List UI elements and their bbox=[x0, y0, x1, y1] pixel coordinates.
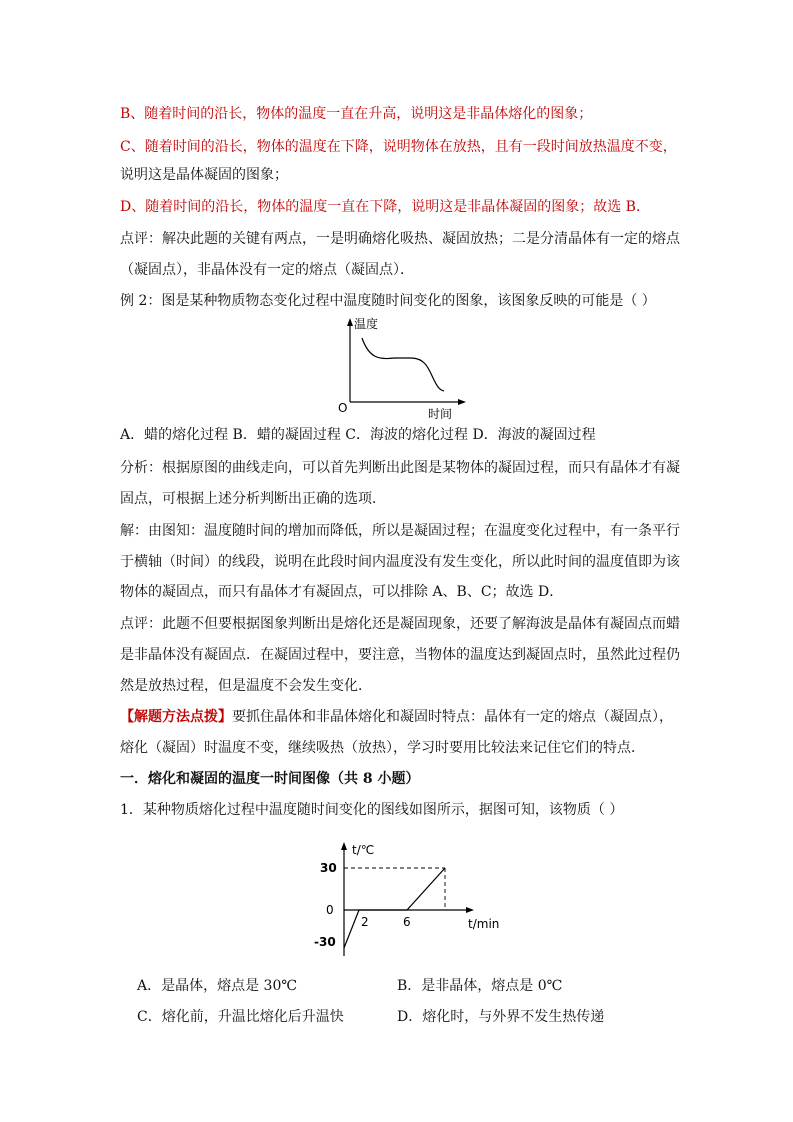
graph1-xlabel: 时间 bbox=[428, 407, 453, 421]
question1-text: 1．某种物质熔化过程中温度随时间变化的图线如图所示，据图可知，该物质（ ） bbox=[120, 802, 624, 818]
analysis-line1: 分析：根据原图的曲线走向，可以首先判断出此图是某物体的凝固过程，而只有晶体才有凝 bbox=[120, 460, 680, 476]
section-heading: 一．熔化和凝固的温度一时间图像（共 8 小题） bbox=[120, 771, 420, 787]
tip-line2: 熔化（凝固）时温度不变，继续吸热（放热），学习时要用比较法来记住它们的特点． bbox=[120, 740, 645, 756]
graph1-ylabel: 温度 bbox=[354, 317, 379, 331]
question1-graph bbox=[308, 838, 528, 963]
graph2-tick-minus30: -30 bbox=[314, 935, 336, 949]
review-line2: 是非晶体没有凝固点．在凝固过程中，要注意，当物体的温度达到凝固点时，虽然此过程仍 bbox=[120, 647, 680, 663]
paragraph-option-d: D、随着时间的沿长，物体的温度一直在下降，说明这是非晶体凝固的图象；故选 B． bbox=[120, 199, 650, 215]
review-line3: 然是放热过程，但是温度不会发生变化． bbox=[120, 678, 372, 694]
graph1-origin: O bbox=[338, 401, 348, 415]
paragraph-option-c-line1: C、随着时间的沿长，物体的温度在下降，说明物体在放热，且有一段时间放热温度不变， bbox=[120, 139, 677, 155]
example2-options: A．蜡的熔化过程 B．蜡的凝固过程 C．海波的熔化过程 D．海波的凝固过程 bbox=[120, 427, 596, 443]
example2-question: 例 2：图是某种物质物态变化过程中温度随时间变化的图象，该图象反映的可能是（ ） bbox=[120, 293, 656, 309]
solution-line1: 解：由图知：温度随时间的增加而降低，所以是凝固过程；在温度变化过程中，有一条平行 bbox=[120, 523, 680, 539]
paragraph-option-b: B、随着时间的沿长，物体的温度一直在升高，说明这是非晶体熔化的图象； bbox=[120, 106, 593, 122]
comment-line1: 点评：解决此题的关键有两点，一是明确熔化吸热、凝固放热；二是分清晶体有一定的熔点 bbox=[120, 231, 680, 247]
graph2-xlabel: t/min bbox=[468, 917, 500, 931]
question1-option-c: C．熔化前，升温比熔化后升温快 bbox=[137, 1009, 344, 1025]
paragraph-option-c-line2: 说明这是晶体凝固的图象； bbox=[120, 167, 288, 183]
tip-prefix: 【解题方法点拨】 bbox=[120, 709, 232, 725]
question1-option-a: A．是晶体，熔点是 30℃ bbox=[137, 978, 298, 994]
comment-line2: （凝固点），非晶体没有一定的熔点（凝固点）． bbox=[120, 262, 414, 278]
question1-option-d: D．熔化时，与外界不发生热传递 bbox=[397, 1009, 605, 1025]
graph2-xtick-2: 2 bbox=[361, 915, 369, 929]
solution-line3: 物体的凝固点，而只有晶体才有凝固点，可以排除 A、B、C；故选 D． bbox=[120, 584, 564, 600]
graph2-tick-30: 30 bbox=[320, 861, 337, 875]
solution-line2: 于横轴（时间）的线段，说明在此段时间内温度没有发生变化，所以此时间的温度值即为该 bbox=[120, 554, 680, 570]
graph2-ylabel: t/℃ bbox=[352, 843, 375, 857]
review-line1: 点评：此题不但要根据图象判断出是熔化还是凝固现象，还要了解海波是晶体有凝固点而蜡 bbox=[120, 616, 680, 632]
analysis-line2: 固点，可根据上述分析判断出正确的选项． bbox=[120, 491, 386, 507]
tip-line1 bbox=[120, 707, 673, 727]
graph2-xtick-6: 6 bbox=[403, 915, 411, 929]
example2-graph bbox=[336, 312, 486, 422]
graph2-tick-0: 0 bbox=[326, 903, 334, 917]
tip-text: 要抓住晶体和非晶体熔化和凝固时特点：晶体有一定的熔点（凝固点）， bbox=[232, 709, 673, 725]
question1-option-b: B．是非晶体，熔点是 0℃ bbox=[397, 978, 563, 994]
